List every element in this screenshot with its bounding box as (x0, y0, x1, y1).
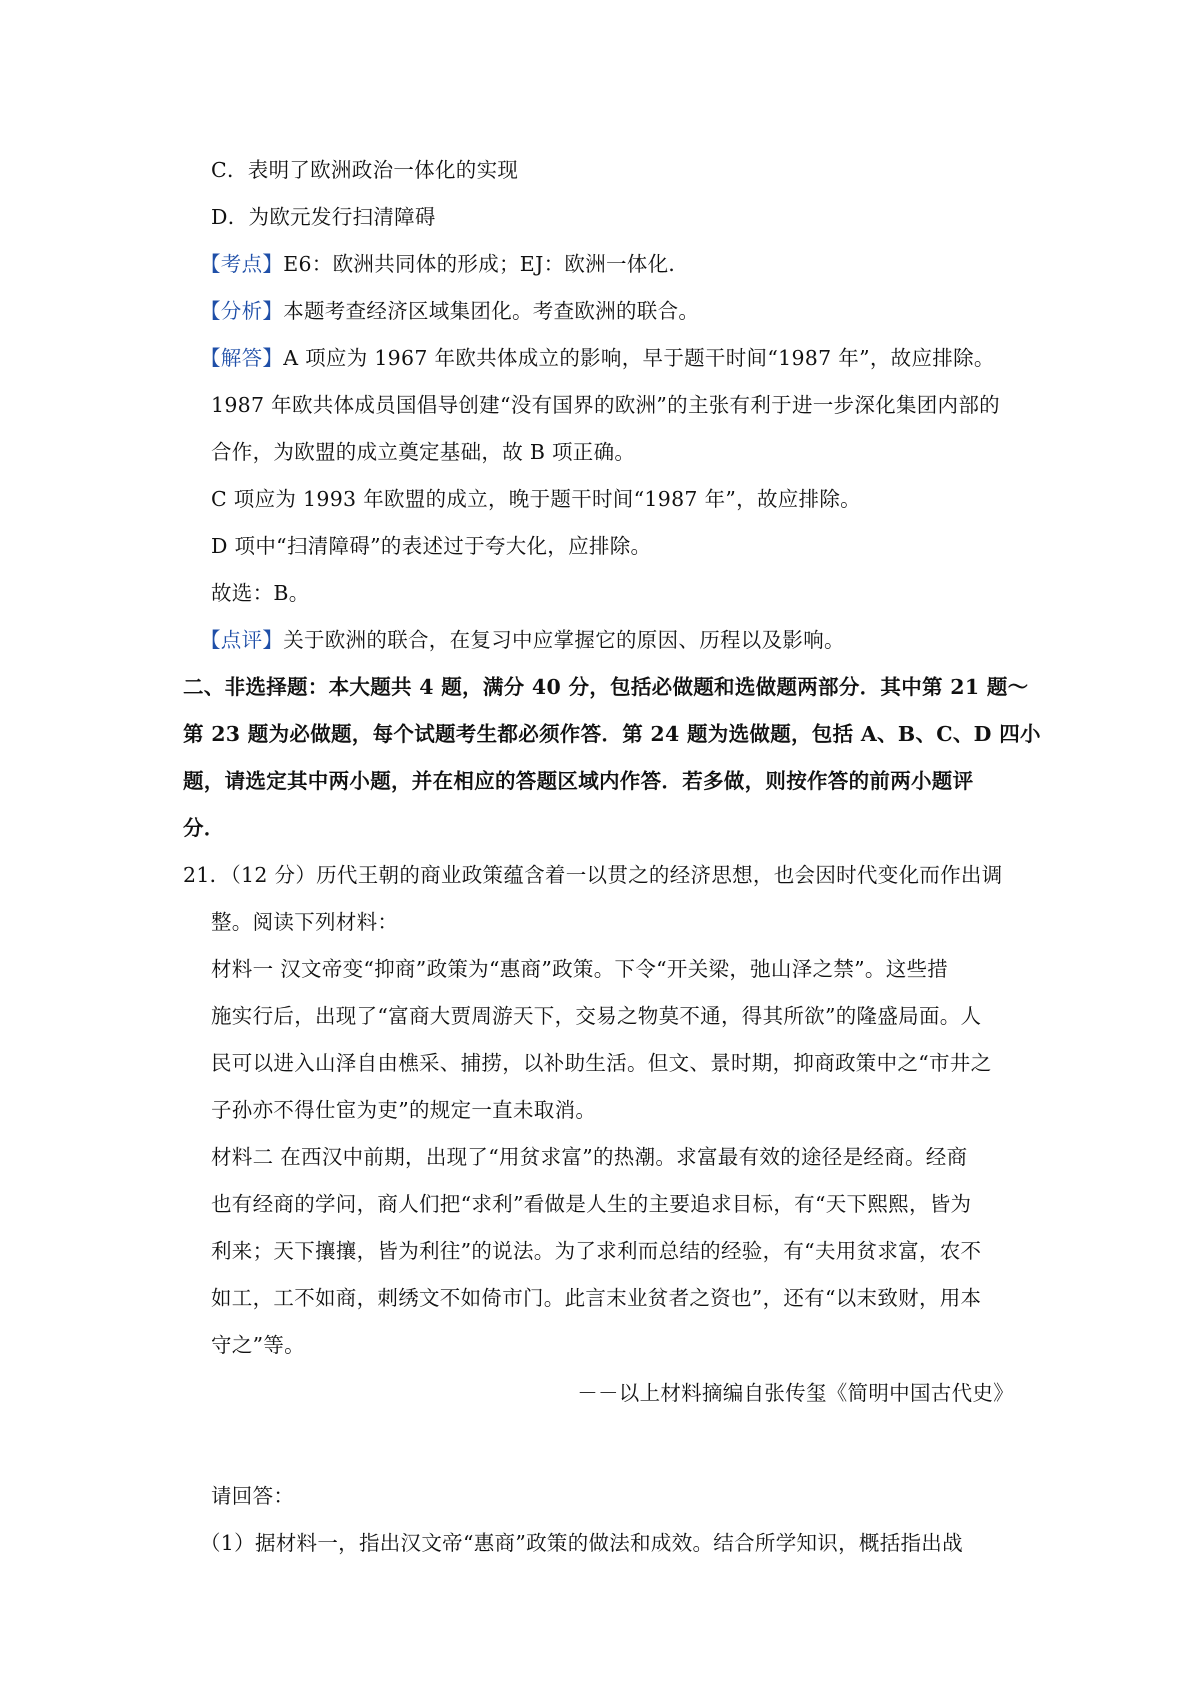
jieda-text-1: A 项应为 1967 年欧共体成立的影响，早于题干时间“1987 年”，故应排除。 (283, 346, 995, 370)
material-2-line-1: 材料二 在西汉中前期，出现了“用贫求富”的热潮。求富最有效的途径是经商。经商 (211, 1145, 968, 1169)
kaodian-tag: 【考点】 (200, 252, 284, 276)
material-1-line-4: 子孙亦不得仕宦为吏”的规定一直未取消。 (211, 1098, 597, 1122)
option-c: C．表明了欧洲政治一体化的实现 (211, 158, 519, 182)
fenxi-line (200, 296, 699, 326)
jieda-line-1 (200, 343, 995, 373)
section2-heading-line-1: 二、非选择题：本大题共 4 题，满分 40 分，包括必做题和选做题两部分．其中第 21 题～ (183, 675, 1029, 699)
option-d: D．为欧元发行扫清障碍 (211, 205, 436, 229)
question-21-line-1: 21．（12 分）历代王朝的商业政策蕴含着一以贯之的经济思想，也会因时代变化而作出调 (183, 863, 1003, 887)
jieda-line-3: 合作，为欧盟的成立奠定基础，故 B 项正确。 (211, 440, 636, 464)
kaodian-line (200, 249, 689, 279)
material-1-line-2: 施实行后，出现了“富商大贾周游天下，交易之物莫不通，得其所欲”的隆盛局面。人 (211, 1004, 982, 1028)
material-2-line-2: 也有经商的学问，商人们把“求利”看做是人生的主要追求目标，有“天下熙熙，皆为 (211, 1192, 972, 1216)
material-1-line-1: 材料一 汉文帝变“抑商”政策为“惠商”政策。下令“开关梁，弛山泽之禁”。这些措 (211, 957, 949, 981)
dianping-line (200, 625, 845, 655)
jieda-line-6: 故选：B。 (211, 581, 310, 605)
section2-heading-line-2: 第 23 题为必做题，每个试题考生都必须作答．第 24 题为选做题，包括 A、B、C、D 四小 (183, 722, 1041, 746)
question-21-line-2: 整。阅读下列材料： (211, 910, 399, 934)
fenxi-tag: 【分析】 (200, 299, 284, 323)
section2-heading-line-4: 分． (183, 816, 225, 840)
material-2-line-5: 守之”等。 (211, 1333, 305, 1357)
jieda-line-5: D 项中“扫清障碍”的表述过于夸大化，应排除。 (211, 534, 652, 558)
jieda-line-4: C 项应为 1993 年欧盟的成立，晚于题干时间“1987 年”，故应排除。 (211, 487, 861, 511)
kaodian-text: E6：欧洲共同体的形成；EJ：欧洲一体化． (283, 252, 690, 276)
fenxi-text: 本题考查经济区域集团化。考查欧洲的联合。 (283, 299, 700, 323)
jieda-tag: 【解答】 (200, 346, 284, 370)
dianping-text: 关于欧洲的联合，在复习中应掌握它的原因、历程以及影响。 (283, 628, 845, 652)
answer-prompt: 请回答： (211, 1484, 295, 1508)
material-source: －－以上材料摘编自张传玺《简明中国古代史》 (577, 1381, 1014, 1405)
section2-heading-line-3: 题，请选定其中两小题，并在相应的答题区域内作答．若多做，则按作答的前两小题评 (183, 769, 974, 793)
material-1-line-3: 民可以进入山泽自由樵采、捕捞，以补助生活。但文、景时期，抑商政策中之“市井之 (211, 1051, 992, 1075)
dianping-tag: 【点评】 (200, 628, 284, 652)
material-2-line-4: 如工，工不如商，刺绣文不如倚市门。此言末业贫者之资也”，还有“以末致财，用本 (211, 1286, 982, 1310)
jieda-line-2: 1987 年欧共体成员国倡导创建“没有国界的欧洲”的主张有利于进一步深化集团内部的 (211, 393, 1000, 417)
sub-question-1: （1）据材料一，指出汉文帝“惠商”政策的做法和成效。结合所学知识，概括指出战 (200, 1531, 963, 1555)
material-2-line-3: 利来；天下攘攘，皆为利往”的说法。为了求利而总结的经验，有“夫用贫求富，农不 (211, 1239, 982, 1263)
